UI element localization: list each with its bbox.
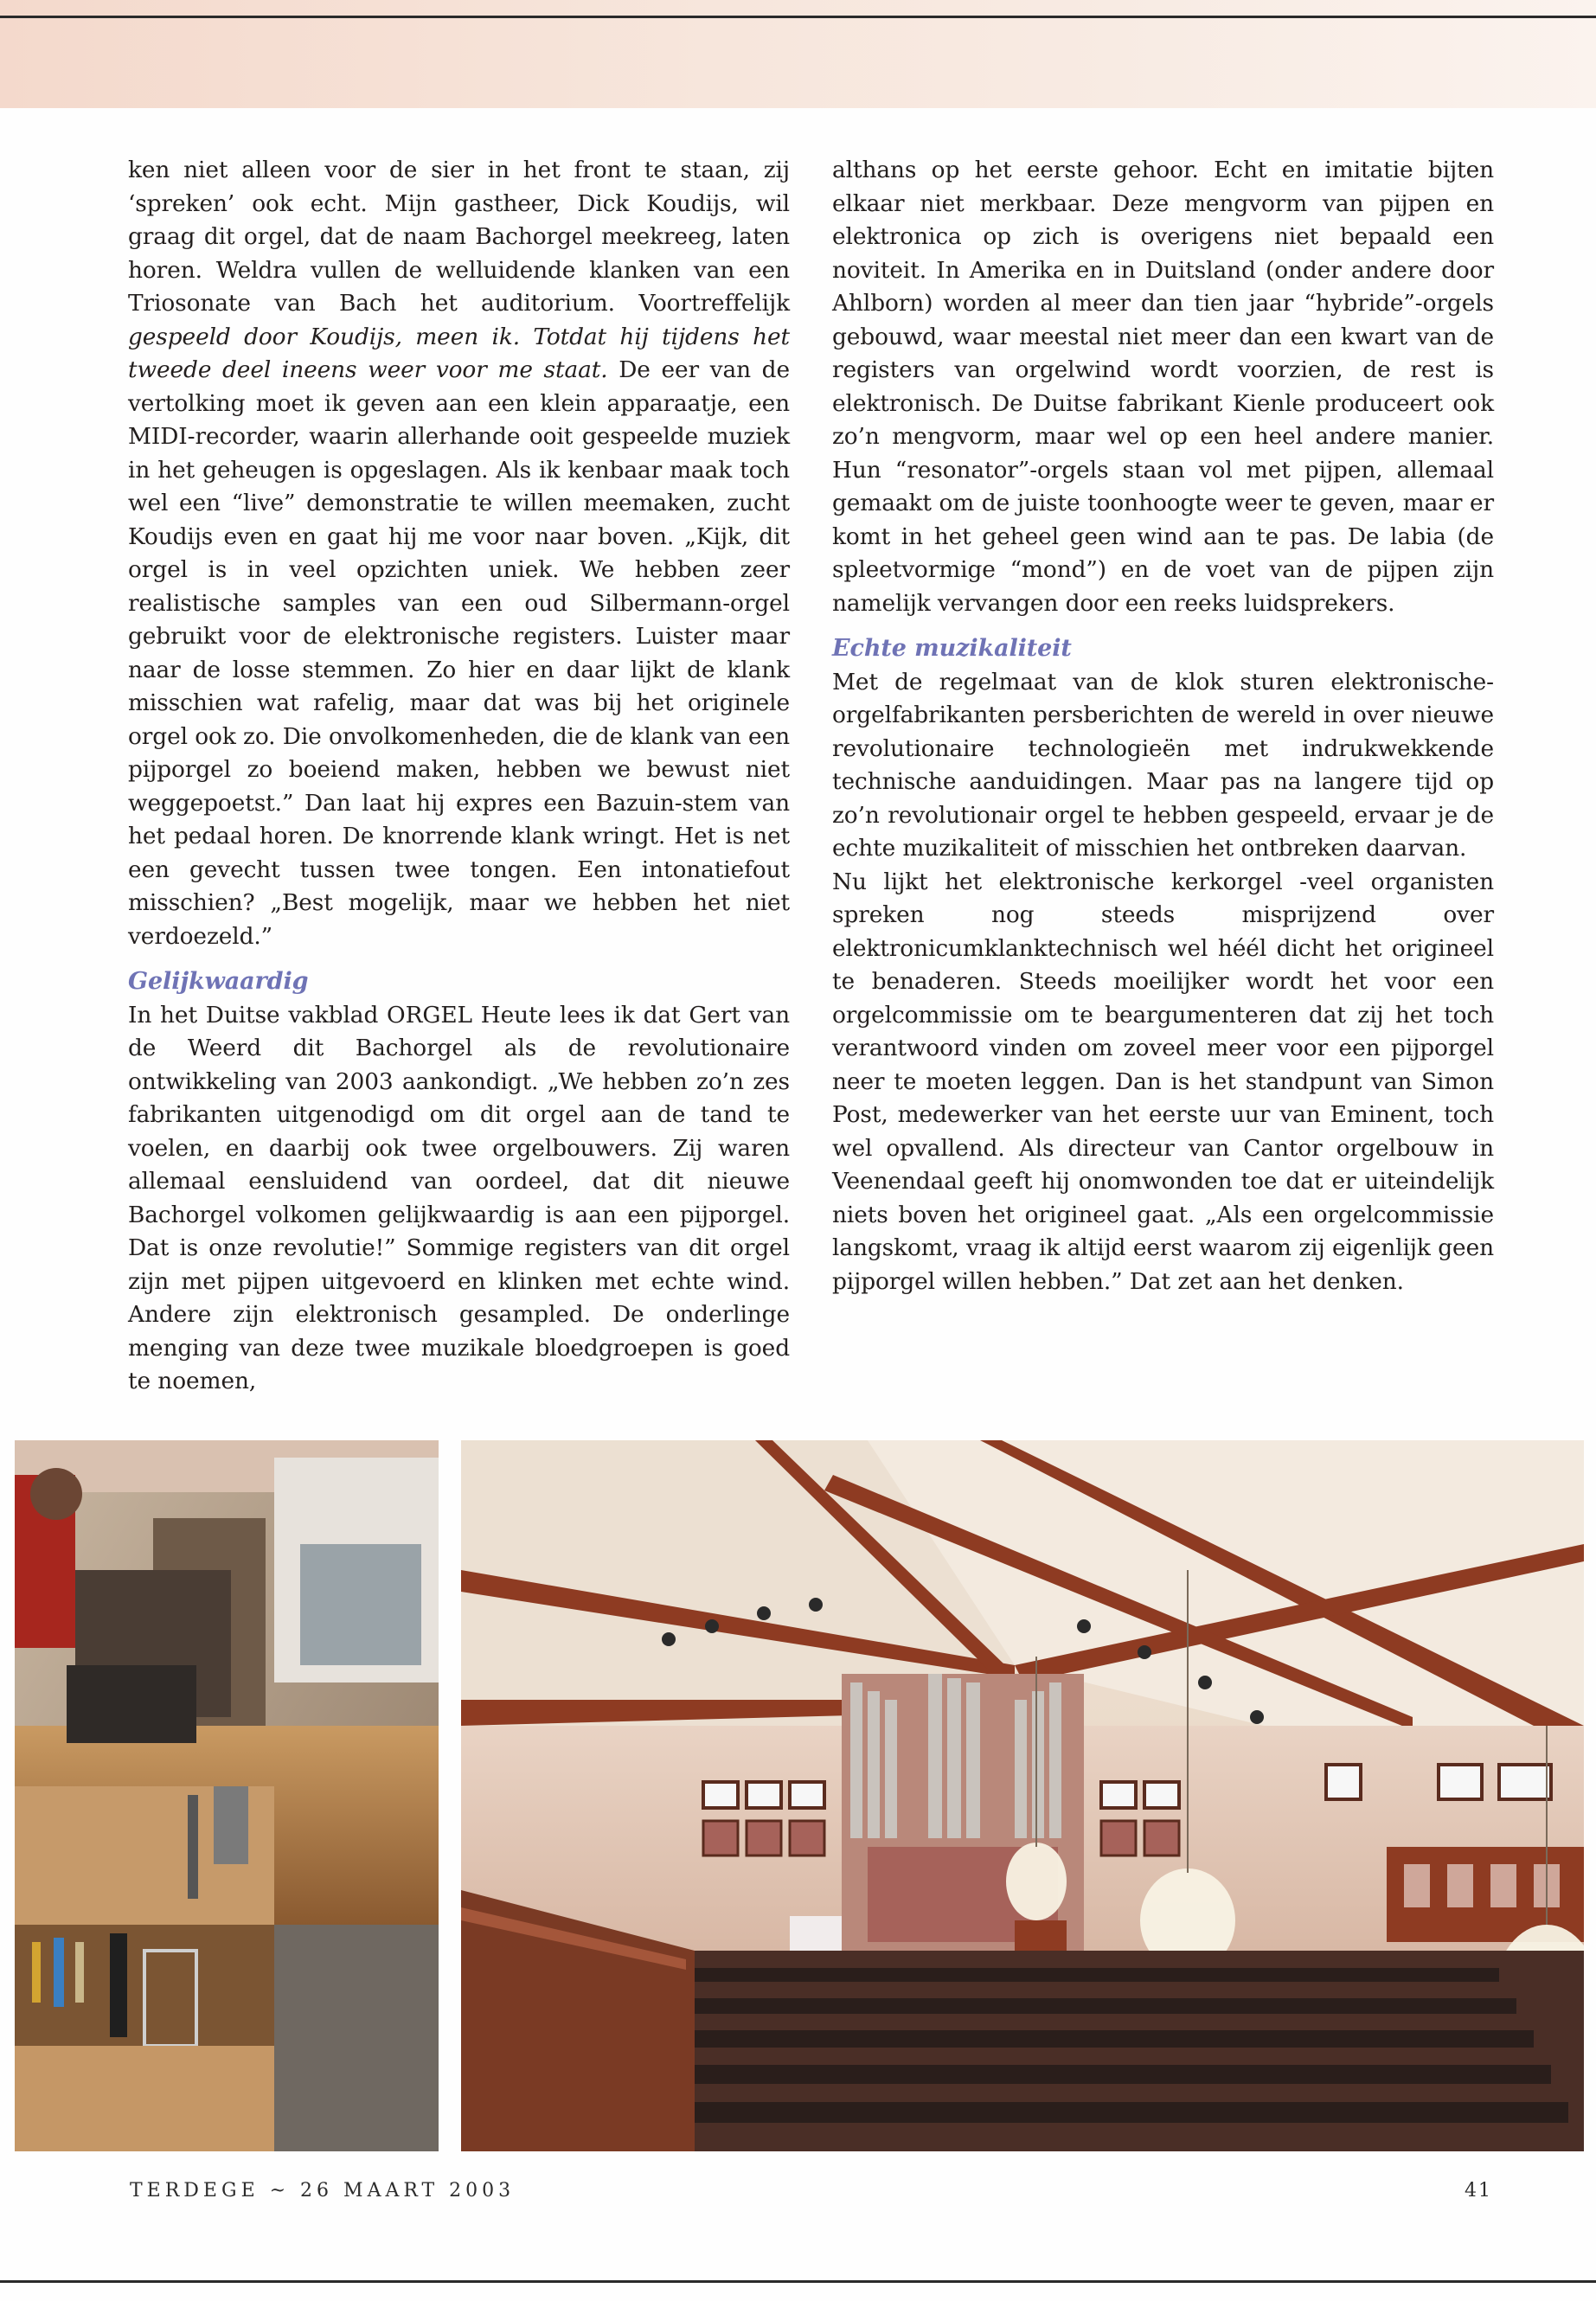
- right-paragraph-3: Nu lijkt het elektronische kerkorgel -veel organisten spreken nog steeds misprijzend over elektronicumklanktechnisch wel héél dicht het origineel te benaderen. Steeds moeilijker wordt het voor een orgelcommissie om te beargumenteren dat zij het toch verantwoord vinden om zoveel meer voor een pijporgel neer te moeten leggen. Dan is het standpunt van Simon Post, medewerker van het eerste uur van Eminent, toch wel opvallend. Als directeur van Cantor orgelbouw in Veenendaal geeft hij onomwonden toe dat er uiteindelijk niets boven het origineel gaat. „Als een orgelcommissie langskomt, vraag ik altijd eerst waarom zij eigenlijk geen pijporgel willen hebben.” Dat zet aan het denken.: [832, 868, 1494, 1295]
- left-paragraph-1: [128, 154, 790, 953]
- workshop-photo: [15, 1440, 439, 2151]
- bottom-rule: [0, 2280, 1596, 2283]
- top-rule: [0, 16, 1596, 18]
- left-column: [128, 154, 790, 1399]
- footer-publication: TERDEGE ~ 26 MAART 2003: [130, 2180, 516, 2202]
- church-interior-illustration: [461, 1440, 1584, 2151]
- left-paragraph-1-rest: De eer van de vertolking moet ik geven aan een klein apparaatje, een MIDI-recorder, waarin allerhande ooit gespeelde muziek in het geheugen is opgeslagen. Als ik kenbaar maak toch wel een “live” demonstratie te willen meemaken, zucht Koudijs even en gaat hij me voor naar boven. „Kijk, dit orgel is in veel opzichten uniek. We hebben zeer realistische samples van een oud Silbermann-orgel gebruikt voor de elektronische registers. Luister maar naar de losse stemmen. Zo hier en daar lijkt de klank misschien wat rafelig, maar dat was bij het originele orgel ook zo. Die onvolkomenheden, die de klank van een pijporgel zo boeiend maken, hebben we bewust niet weggepoetst.” Dan laat hij expres een Bazuin-stem van het pedaal horen. De knorrende klank wringt. Het is net een gevecht tussen twee tongen. Een intonatiefout misschien? „Best mogelijk, maar we hebben het niet verdoezeld.”: [128, 356, 790, 950]
- right-paragraph-1: althans op het eerste gehoor. Echt en imitatie bijten elkaar niet merkbaar. Deze mengvorm van pijpen en elektronica op zich is overigens niet bepaald een noviteit. In Amerika en in Duitsland (onder andere door Ahlborn) worden al meer dan tien jaar “hybride”-orgels gebouwd, waar meestal niet meer dan een kwart van de registers van orgelwind wordt voorzien, de rest is elektronisch. De Duitse fabrikant Kienle produceert ook zo’n mengvorm, maar wel op een heel andere manier. Hun “resonator”-orgels staan vol met pijpen, allemaal gemaakt om de juiste toonhoogte weer te geven, maar er komt in het geheel geen wind aan te pas. De labia (de spleetvormige “mond”) en de voet van de pijpen zijn namelijk vervangen door een reeks luidsprekers.: [832, 157, 1494, 617]
- right-column: [832, 154, 1494, 1298]
- heading-echte-muzikaliteit: Echte muzikaliteit: [832, 635, 1072, 662]
- left-paragraph-2: In het Duitse vakblad ORGEL Heute lees ik dat Gert van de Weerd dit Bachorgel als de revolutionaire ontwikkeling van 2003 aankondigt. „We hebben zo’n zes fabrikanten uitgenodigd om dit orgel aan de tand te voelen, en daarbij ook twee orgelbouwers. Zij waren allemaal eensluidend van oordeel, dat dit nieuwe Bachorgel volkomen gelijkwaardig is aan een pijporgel. Dat is onze revolutie!” Sommige registers van dit orgel zijn met pijpen uitgevoerd en klinken met echte wind. Andere zijn elektronisch gesampled. De onderlinge menging van deze twee muzikale bloedgroepen is goed te noemen,: [128, 1001, 790, 1394]
- right-paragraph-2: Met de regelmaat van de klok sturen elektronische-orgelfabrikanten persberichten de wereld in over nieuwe revolutionaire technologieën met indrukwekkende technische aanduidingen. Maar pas na langere tijd op zo’n revolutionair orgel te hebben gespeeld, ervaar je de echte muzikaliteit of misschien het ontbreken daarvan.: [832, 668, 1494, 862]
- left-paragraph-1-text: ken niet alleen voor de sier in het front te staan, zij ‘spreken’ ook echt. Mijn gastheer, Dick Koudijs, wil graag dit orgel, dat de naam Bachorgel meekreeg, laten horen. Weldra vullen de welluidende klanken van een Triosonate van Bach het auditorium. Voortreffelijk: [128, 157, 790, 317]
- page-number: 41: [1465, 2180, 1492, 2202]
- workshop-illustration: [15, 1440, 439, 2151]
- left-paragraph-1-italic: gespeeld door Koudijs, meen ik. Totdat hij tijdens het tweede deel ineens weer voor me staat.: [128, 323, 790, 383]
- heading-gelijkwaardig: Gelijkwaardig: [128, 968, 309, 995]
- church-organ-photo: [461, 1440, 1584, 2151]
